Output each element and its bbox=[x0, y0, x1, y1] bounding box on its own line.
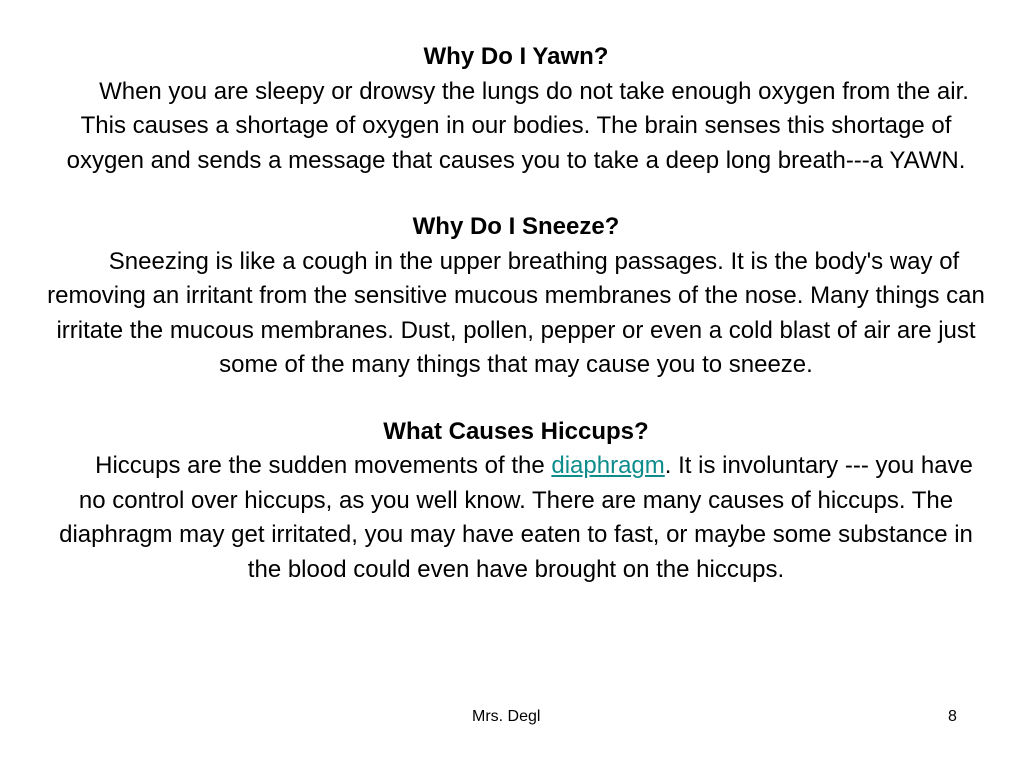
diaphragm-link[interactable]: diaphragm bbox=[551, 452, 665, 479]
hiccups-text-start: Hiccups are the sudden movements of the bbox=[95, 452, 552, 479]
yawn-heading: Why Do I Yawn? bbox=[423, 43, 609, 70]
hiccups-heading: What Causes Hiccups? bbox=[383, 417, 649, 445]
sneeze-section bbox=[44, 210, 988, 383]
footer-author: Mrs. Degl bbox=[472, 708, 541, 725]
hiccups-section bbox=[44, 415, 988, 588]
hiccups-text-end: . It is involuntary --- you have no control over hiccups, as you well know. There are many causes of hiccups. The diaphragm may get irritated, you may have eaten to fast, or maybe some substance in the blood could even have brought on the hiccups. bbox=[59, 452, 973, 583]
sneeze-text: Sneezing is like a cough in the upper breathing passages. It is the body's way of removing an irritant from the sensitive mucous membranes of the nose. Many things can irritate the mucous membranes. Dust, pollen, pepper or even a cold blast of air are just some of the many things that may cause you to sneeze. bbox=[47, 247, 985, 378]
slide-body bbox=[44, 40, 988, 587]
page-number: 8 bbox=[948, 708, 957, 725]
yawn-section bbox=[44, 40, 988, 178]
sneeze-heading: Why Do I Sneeze? bbox=[412, 213, 620, 240]
yawn-text: When you are sleepy or drowsy the lungs do not take enough oxygen from the air. This causes a shortage of oxygen in our bodies. The brain senses this shortage of oxygen and sends a message that causes you to take a deep long breath---a YAWN. bbox=[66, 77, 969, 174]
